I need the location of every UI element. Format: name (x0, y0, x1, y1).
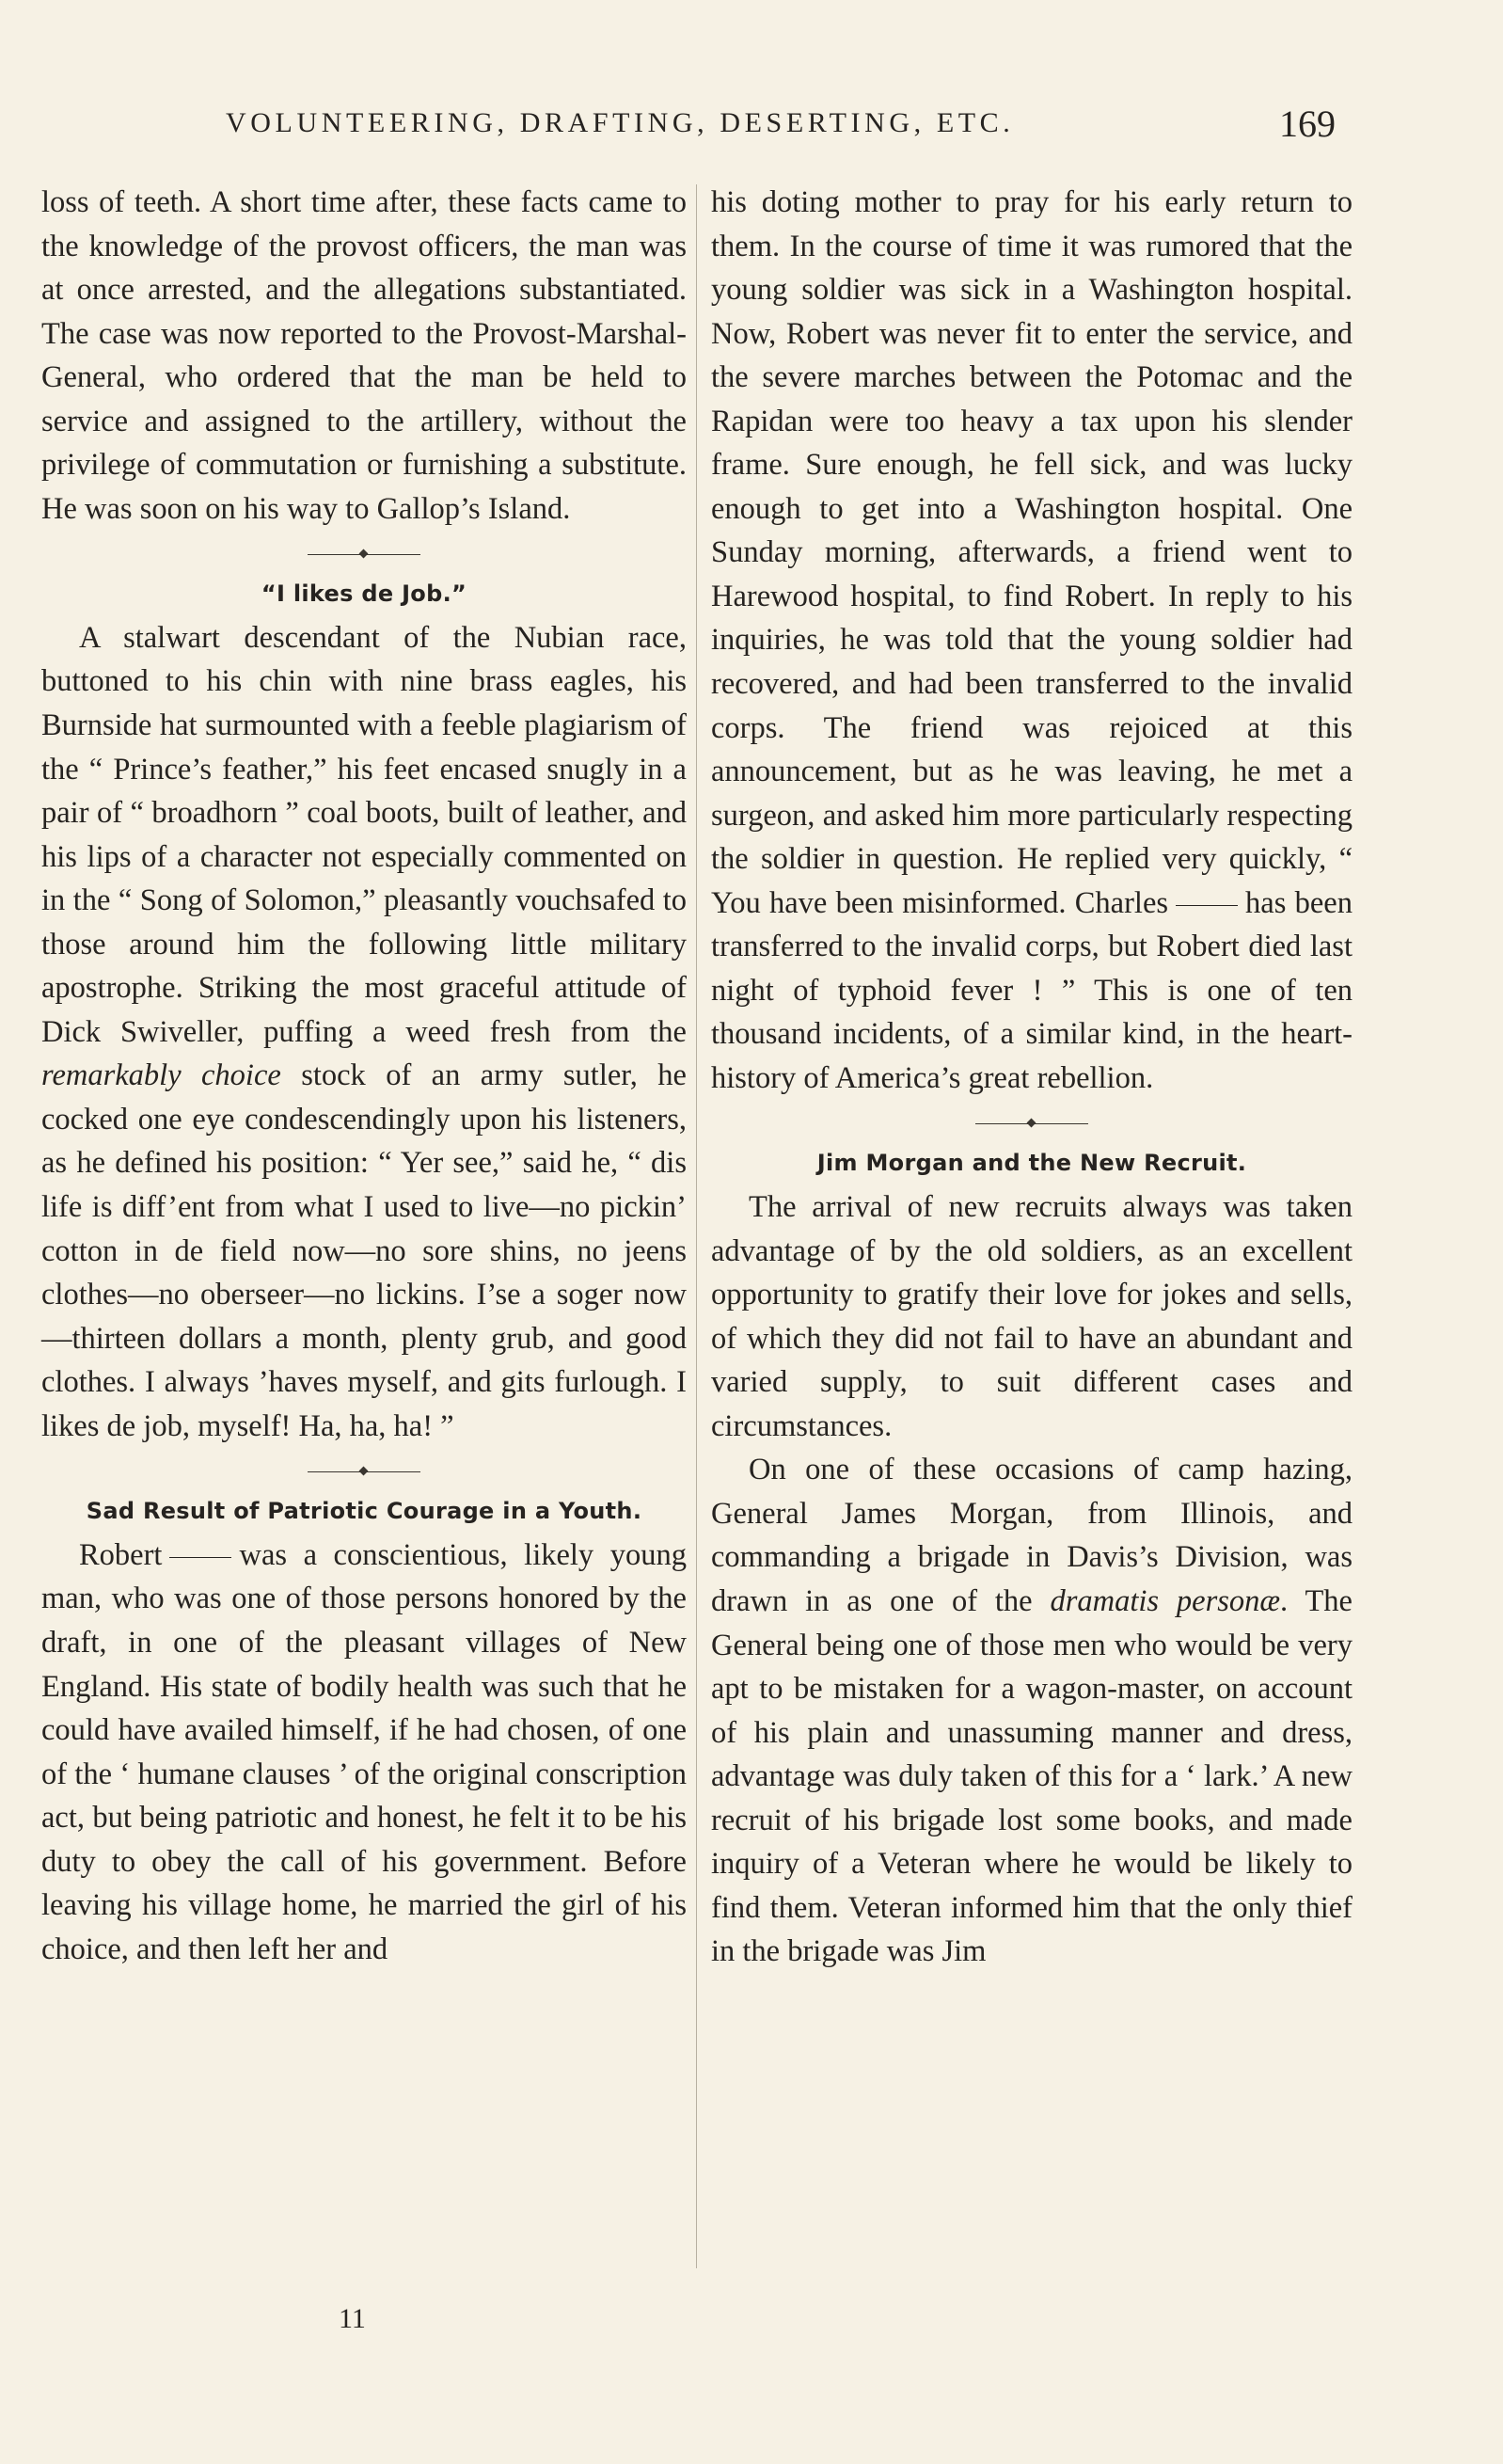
name-dash (1176, 905, 1238, 906)
column-divider (696, 184, 697, 2268)
paragraph (711, 181, 1353, 1100)
page-header (0, 102, 1503, 158)
italic-text: dramatis personæ (1050, 1583, 1281, 1618)
italic-text: remarkably choice (41, 1058, 281, 1093)
text-run: On one of these occasions of camp hazing, General James Morgan, from Illinois, and commanding a brigade in Davis’s Division, was drawn in as one of the (711, 1453, 1353, 1618)
paragraph (41, 1534, 687, 1971)
paragraph: loss of teeth. A short time after, these facts came to the knowledge of the provost officers, the man was at once arrested, and the allegations substantiated. The case was now reported to the Provost-Marshal-General, who ordered that the man be held to service and assigned to the artillery, without the privilege of commutation or furnishing a substitute. He was soon on his way to Gallop’s Island. (41, 185, 687, 526)
text-run: was a conscientious, likely young man, who was one of those persons honored by the draft, in one of the pleasant villages of New England. His state of bodily health was such that he could have availed himself, if he had chosen, of one of the ‘ humane clauses ’ of the original conscription act, but being patriotic and honest, he felt it to be his duty to obey the call of his government. Before leaving his village home, he married the girl of his choice, and then left her and (41, 1537, 687, 1966)
section-heading: “I likes de Job.” (261, 580, 467, 608)
section-separator (308, 546, 420, 564)
text-run: . The General being one of those men who would be very apt to be mistaken for a wagon-master, on account of his plain and unassuming manner and dress, advantage was duly taken of this for a ‘ lark.’ A new recruit of his brigade lost some books, and made inquiry of a Veteran where he would be likely to find them. Veteran informed him that the only thief in the brigade was Jim (711, 1583, 1353, 1969)
paragraph: The arrival of new recruits always was taken advantage of by the old soldiers, as an excellent opportunity to gratify their love for jokes and sells, of which they did not fail to have an abundant and varied supply, to suit different cases and circumstances. (711, 1190, 1353, 1443)
paragraph (41, 616, 687, 1448)
page-number: 169 (1279, 103, 1336, 145)
text-run: Robert (79, 1537, 163, 1572)
text-run: A stalwart descendant of the Nubian race, buttoned to his chin with nine brass eagles, his Burnside hat surmounted with a feeble plagiarism of the “ Prince’s feather,” his feet encased snugly in a pair of “ broadhorn ” coal boots, built of leather, and his lips of a character not especially commented on in the “ Song of Solomon,” pleasantly vouchsafed to those around him the following little military apostrophe. Striking the most graceful attitude of Dick Swiveller, puffing a weed fresh from the (41, 620, 687, 1049)
section-separator (975, 1115, 1088, 1134)
text-run: stock of an army sutler, he cocked one eye condescendingly upon his listeners, as he defined his position: “ Yer see,” said he, “ dis life is diff’ent from what I used to live—no pickin’ cotton in de field now—no sore shins, no jeens clothes—no oberseer—no lickins. I’se a soger now—thirteen dollars a month, plenty grub, and good clothes. I always ’haves myself, and gits furlough. I likes de job, myself! Ha, ha, ha! ” (41, 1058, 687, 1443)
section-separator (308, 1463, 420, 1482)
signature-mark: 11 (339, 2303, 366, 2334)
left-column (41, 181, 687, 1971)
text-run: his doting mother to pray for his early return to them. In the course of time it was rumored that the young soldier was sick in a Washington hospital. Now, Robert was never fit to enter the service, and the severe marches between the Potomac and the Rapidan were too heavy a tax upon his slender frame. Sure enough, he fell sick, and was lucky enough to get into a Washington hospital. One Sunday morning, afterwards, a friend went to Harewood hospital, to find Robert. In reply to his inquiries, he was told that the young soldier had recovered, and had been transferred to the invalid corps. The friend was rejoiced at this announcement, but as he was leaving, he met a surgeon, and asked him more particularly respecting the soldier in question. He replied very quickly, “ You have been misinformed. Charles (711, 185, 1353, 920)
right-column (711, 181, 1353, 1974)
name-dash (169, 1557, 231, 1558)
paragraph (711, 1448, 1353, 1974)
section-heading: Sad Result of Patriotic Courage in a Youth. (86, 1498, 642, 1525)
section-heading: Jim Morgan and the New Recruit. (816, 1150, 1247, 1177)
text-run: has been transferred to the invalid corps, but Robert died last night of typhoid fever ! ” This is one of ten thousand incidents, of a similar kind, in the heart-history of America’s great rebellion. (711, 885, 1353, 1095)
running-head: VOLUNTEERING, DRAFTING, DESERTING, ETC. (226, 107, 1015, 138)
